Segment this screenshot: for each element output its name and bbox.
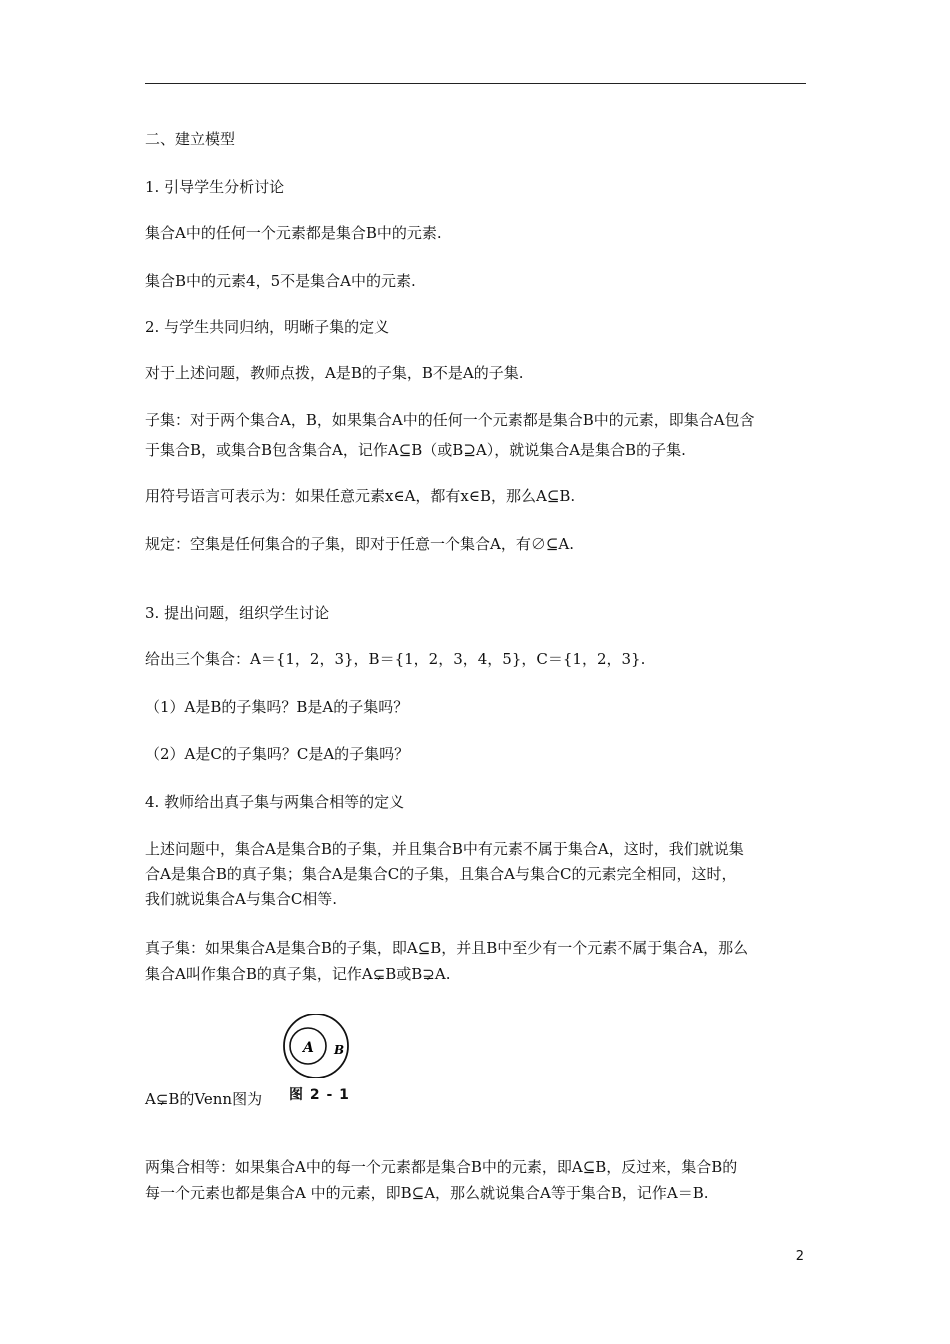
- symbol-language: 用符号语言可表示为：如果任意元素x∈A，都有x∈B，那么A⊆B.: [145, 487, 576, 505]
- page-number: 2: [795, 1249, 804, 1264]
- equal-sets-line-2: 每一个元素也都是集合A 中的元素，即B⊆A，那么就说集合A等于集合B，记作A＝B.: [145, 1184, 709, 1202]
- header-rule: [145, 83, 806, 84]
- item-2-para-1: 对于上述问题，教师点拨，A是B的子集，B不是A的子集.: [145, 364, 524, 382]
- item-4-para-line-3: 我们就说集合A与集合C相等.: [145, 890, 338, 908]
- empty-set-rule: 规定：空集是任何集合的子集，即对于任意一个集合A，有∅⊆A.: [145, 535, 575, 553]
- proper-subset-line-1: 真子集：如果集合A是集合B的子集，即A⊆B，并且B中至少有一个元素不属于集合A，那么: [145, 939, 749, 957]
- subset-definition-line-2: 于集合B，或集合B包含集合A，记作A⊆B（或B⊇A），就说集合A是集合B的子集.: [145, 441, 686, 459]
- item-1-para-1: 集合A中的任何一个元素都是集合B中的元素.: [145, 224, 442, 242]
- section-heading: 二、建立模型: [145, 130, 236, 148]
- item-1-title: 1. 引导学生分析讨论: [145, 178, 285, 196]
- item-4-para-line-1: 上述问题中，集合A是集合B的子集，并且集合B中有元素不属于集合A，这时，我们就说集: [145, 840, 744, 858]
- equal-sets-line-1: 两集合相等：如果集合A中的每一个元素都是集合B中的元素，即A⊆B，反过来，集合B的: [145, 1158, 738, 1176]
- item-3-question-1: （1）A是B的子集吗？B是A的子集吗？: [145, 698, 409, 716]
- item-4-para-line-2: 合A是集合B的真子集；集合A是集合C的子集，且集合A与集合C的元素完全相同，这时，: [145, 865, 737, 883]
- item-3-question-2: （2）A是C的子集吗？C是A的子集吗？: [145, 745, 410, 763]
- venn-inner-label: A: [303, 1040, 314, 1056]
- figure-caption: 图 2 - 1: [289, 1087, 350, 1103]
- item-4-title: 4. 教师给出真子集与两集合相等的定义: [145, 793, 405, 811]
- item-2-title: 2. 与学生共同归纳，明晰子集的定义: [145, 318, 390, 336]
- venn-label: A⊊B的Venn图为: [145, 1090, 263, 1108]
- item-3-title: 3. 提出问题，组织学生讨论: [145, 604, 330, 622]
- subset-definition-line-1: 子集：对于两个集合A，B，如果集合A中的任何一个元素都是集合B中的元素，即集合A包含: [145, 411, 755, 429]
- proper-subset-line-2: 集合A叫作集合B的真子集，记作A⊊B或B⊋A.: [145, 965, 451, 983]
- item-1-para-2: 集合B中的元素4，5不是集合A中的元素.: [145, 272, 416, 290]
- venn-diagram: [279, 1014, 355, 1078]
- item-3-para-1: 给出三个集合：A＝{1，2，3}，B＝{1，2，3，4，5}，C＝{1，2，3}.: [145, 650, 646, 668]
- venn-outer-label: B: [334, 1043, 345, 1057]
